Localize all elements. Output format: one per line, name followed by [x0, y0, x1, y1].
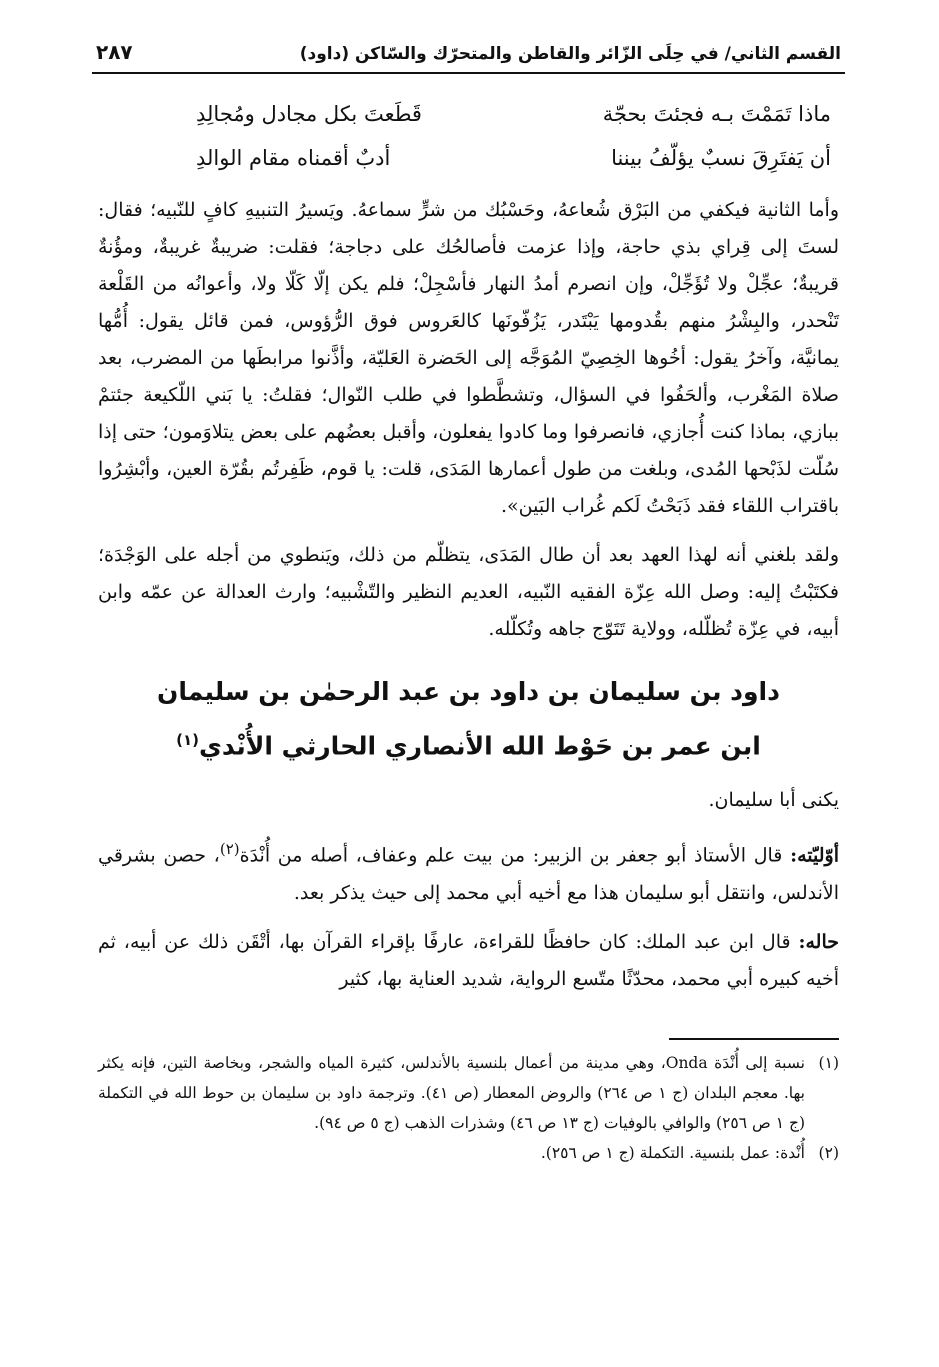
section-label: أوّليّته:: [790, 844, 840, 867]
section-text: ، حصن بشرقي الأندلس، وانتقل أبو سليمان هذا مع أخيه أبي محمد إلى حيث يذكر بعد.: [98, 844, 839, 904]
verse: [98, 136, 839, 180]
footnote-divider: [669, 1038, 839, 1040]
verse-second-hemistich: أدبٌ أقمناه مقام الوالدِ: [196, 146, 391, 170]
verse: [98, 92, 839, 136]
book-page: [98, 40, 839, 1347]
heading-line-text: ابن عمر بن حَوْط الله الأنصاري الحارثي الأُنْدي: [198, 731, 761, 761]
poem: [98, 92, 839, 180]
footnote-number: (١): [818, 1053, 839, 1072]
section-text: قال ابن عبد الملك: كان حافظًا للقراءة، عارفًا بإقراء القرآن بها، أتْقَن ذلك عن أبيه، ثم أخيه كبيره أبي محمد، محدّثًا متّسع الرواية، شديد العناية بها، كثير: [98, 930, 839, 990]
kunya-line: يكنى أبا سليمان.: [708, 789, 839, 812]
footnote: [98, 1048, 839, 1138]
verse-second-hemistich: قَطَعتَ بكل مجادل ومُجالِدِ: [196, 102, 422, 126]
page-number: ٢٨٧: [96, 40, 133, 64]
footnote-text: أُنْدة: عمل بلنسية. التكملة (ج ١ ص ٢٥٦).: [540, 1143, 805, 1162]
entry-heading: [98, 668, 839, 770]
footnote-number: (٢): [818, 1143, 839, 1162]
footnote-ref[interactable]: (٢): [219, 840, 240, 859]
heading-line: داود بن سليمان بن داود بن عبد الرحمٰن بن سليمان: [157, 677, 780, 706]
awwaliyyatuh-paragraph: [98, 831, 839, 911]
section-label: حاله:: [798, 930, 840, 953]
running-header: [92, 40, 845, 74]
section-text: قال الأستاذ أبو جعفر بن الزبير: من بيت علم وعفاف، أصله من أُنْدَة: [239, 844, 783, 867]
footnote-text: نسبة إلى أُنْدَة Onda، وهي مدينة من أعمال بلنسية بالأندلس، كثيرة المياه والشجر، وبخاصة التين، فإنه يكثر بها. معجم البلدان (ج ١ ص ٢٦٤) والروض المعطار (ص ٤١). وترجمة داود بن سليمان بن حوط الله في التكملة (ج ١ ص ٢٥٦) والوافي بالوفيات (ج ١٣ ص ٤٦) وشذرات الذهب (ج ٥ ص ٩٤).: [98, 1053, 805, 1132]
body-paragraph: وأما الثانية فيكفي من البَرْق شُعاعهُ، وحَسْبُك من شرٍّ سماعهُ. ويَسيرُ التنبيهِ كافٍ للنّبيه؛ فقال: لستَ إلى قِراي بذي حاجة، وإذا عزمت فأصالحُك على دجاجة؛ فقلت: ضريبةٌ غريبةٌ، ومؤُنةٌ قريبةٌ؛ عجِّلْ ولا تُؤَجِّلْ، وإن انصرم أمدُ النهار فأسْجِلْ؛ فلم يكن إلّا كَلّا ولا، وأعوانُه من القَلْعة تَنْحدر، والبِشْرُ منهم بقُدومها يَبْتَدر، يَزُفّونَها كالعَروس فوق الرُّؤوس، فمن قائل يقول: أُمُّها يمانيَّة، وآخرُ يقول: أخُوها الخِصِيّ المُوَجَّه إلى الحَضرة العَليّة، وأذَّنوا مرابطَها من المضرب، بعد صلاة المَغْرب، وألحَفُوا في السؤال، وتشطَّطوا في طلب النّوال؛ فقلتُ: يا بَني اللّكيعة جئتمْ ببازي، بماذا كنت أُجازي، فانصرفوا وما كادوا يفعلون، وأقبل بعضُهم على بعض يتلاوَمون؛ حتى إذا سُلّت لذَبْحها المُدى، وبلغت من طول أعمارها المَدَى، قلت: يا قوم، ظَفِرتُم بقُرّة العين، وأبْشِرُوا باقتراب اللقاء فقد ذَبَحْتُ لَكم غُراب البَين».: [98, 199, 839, 517]
haaluh-paragraph: [98, 924, 839, 998]
footnote-ref[interactable]: (١): [176, 731, 199, 749]
verse-first-hemistich: أن يَفتَرِقَ نسبٌ يؤلّفُ بيننا: [611, 146, 831, 170]
heading-line: [98, 716, 839, 770]
verse-first-hemistich: ماذا تَمَمْتَ بـه فجئتَ بحجّة: [602, 102, 831, 126]
footnotes: [98, 1048, 839, 1168]
body-paragraph: ولقد بلغني أنه لهذا العهد بعد أن طال المَدَى، يتظلّم من ذلك، ويَنطوي من أجله على الوَجْدَة؛ فكتَبْتُ إليه: وصل الله عِزّة الفقيه النّبيه، العديم النظير والتّشْبيه؛ وارث العدالة عن عمّه وابن أبيه، في عِزّة تُظلّله، وولاية تَتَوّج جاهه وتُكلّله.: [98, 544, 839, 640]
running-title: القسم الثاني/ في حِلَى الزّائر والقاطن والمتحرّك والسّاكن (داود): [299, 44, 841, 64]
footnote: [98, 1138, 839, 1168]
